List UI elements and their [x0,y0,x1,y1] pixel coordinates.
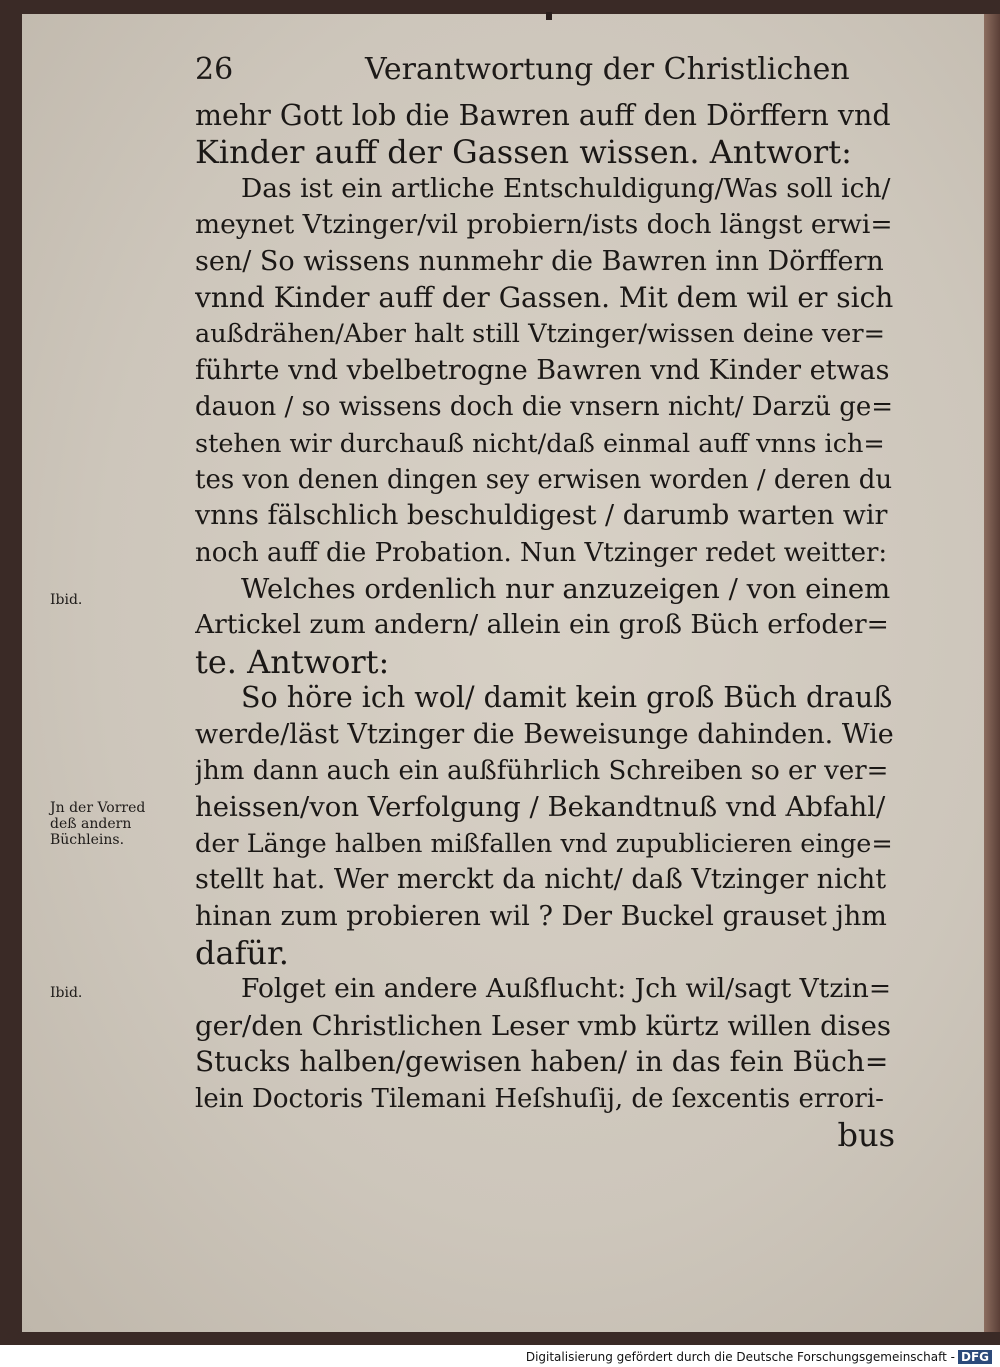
text-line: Artickel zum andern/ allein ein groß Büch erfoder= [195,609,889,641]
text-line: bus [837,1116,895,1154]
print-mark [546,12,552,20]
text-line: meynet Vtzinger/vil probiern/ists doch längst erwi= [195,209,893,241]
text-line: So höre ich wol/ damit kein groß Büch drauß [241,681,893,715]
text-line: außdrähen/Aber halt still Vtzinger/wissen deine ver= [195,319,885,350]
text-line: ger/den Christlichen Leser vmb kürtz willen dises [195,1009,892,1042]
text-line: der Länge halben mißfallen vnd zupublicieren einge= [195,828,893,859]
margin-note-ibid [50,985,82,1001]
text-line: Stucks halben/gewisen haben/ in das fein Büch= [195,1045,889,1079]
text-line: mehr Gott lob die Bawren auff den Dörffern vnd [195,99,891,132]
text-line: führte vnd vbelbetrogne Bawren vnd Kinder etwas [195,354,890,386]
margin-note-text: Büchleins. [50,832,125,848]
text-line: stellt hat. Wer merckt da nicht/ daß Vtzinger nicht [195,864,887,896]
dfg-logo: DFG [958,1350,992,1364]
footer-text: Digitalisierung gefördert durch die Deutsche Forschungsgemeinschaft - [525,1350,955,1364]
text-line: Folget ein andere Außflucht: Jch wil/sagt Vtzin= [241,973,892,1005]
text-line: lein Doctoris Tilemani Heſshuſij, de ſexcentis errori- [195,1083,884,1114]
margin-note-ibid [50,592,82,608]
text-line: dafür. [195,934,289,972]
running-title: Verantwortung der Christlichen [365,52,850,87]
text-line: noch auff die Probation. Nun Vtzinger redet weitter: [195,537,888,568]
text-line: jhm dann auch ein außführlich Schreiben so er ver= [195,756,889,787]
text-line: vnnd Kinder auff der Gassen. Mit dem wil er sich [195,280,894,314]
margin-note-vorred [50,800,145,848]
text-line: tes von denen dingen sey erwisen worden / deren du [195,464,893,495]
text-line: Das ist ein artliche Entschuldigung/Was soll ich/ [241,172,891,204]
text-line: hinan zum probieren wil ? Der Buckel grauset jhm [195,900,887,932]
text-line: te. Antwort: [195,643,390,681]
body-text [195,98,895,1153]
text-line: vnns fälschlich beschuldigest / darumb warten wir [195,500,888,532]
margin-note-text: deß andern [50,816,132,832]
text-line: Kinder auff der Gassen wissen. Antwort: [195,134,852,171]
text-line: dauon / so wissens doch die vnsern nicht/ Darzü ge= [195,392,894,423]
page-number: 26 [195,52,234,87]
text-line: heissen/von Verfolgung / Bekandtnuß vnd Abfahl/ [195,791,886,824]
text-line: stehen wir durchauß nicht/daß einmal auff vnns ich= [195,428,885,459]
margin-note-text: Ibid. [50,592,83,608]
text-line: sen/ So wissens nunmehr die Bawren inn Dörffern [195,245,884,277]
text-line: werde/läst Vtzinger die Beweisunge dahinden. Wie [195,718,894,750]
text-line: Welches ordenlich nur anzuzeigen / von einem [241,573,891,606]
margin-note-text: Jn der Vorred [50,800,146,816]
page-edge [984,14,1000,1332]
running-head [195,52,895,92]
margin-note-text: Ibid. [50,985,83,1001]
funding-footer [526,1350,992,1364]
